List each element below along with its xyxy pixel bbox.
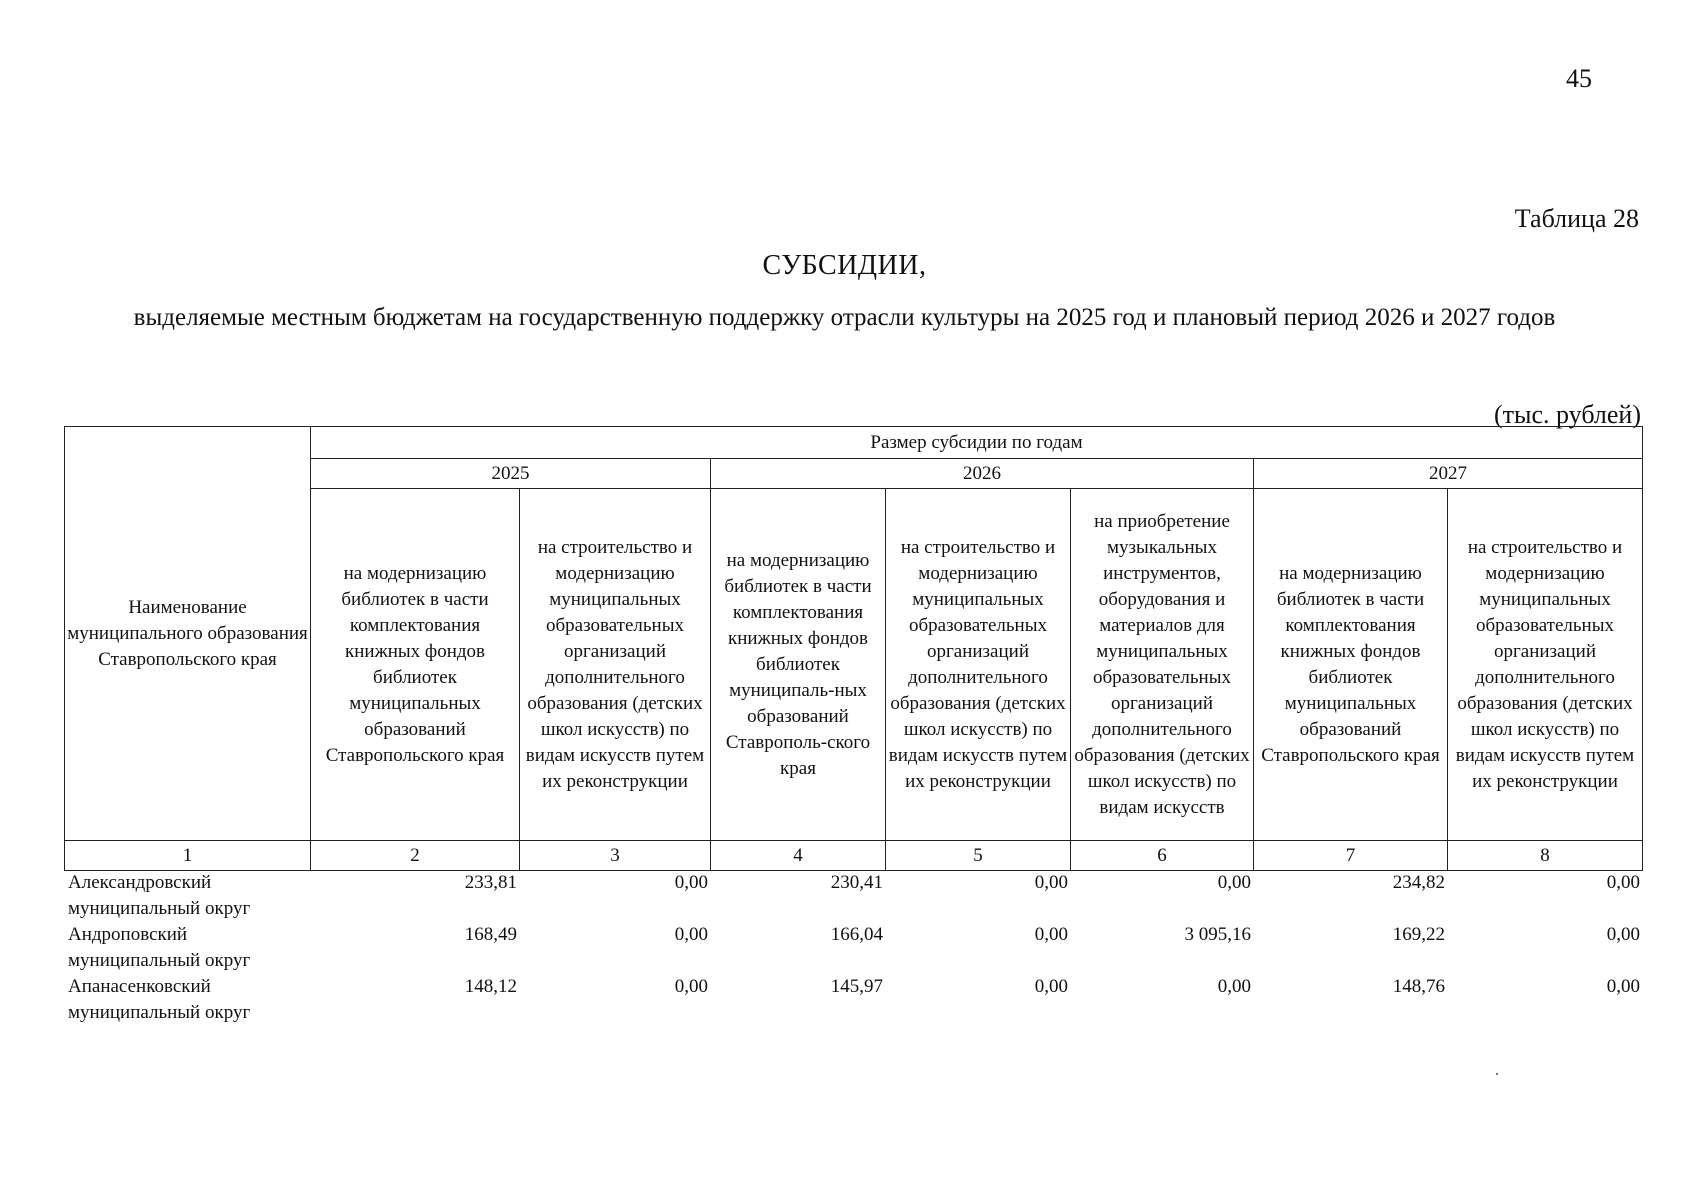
column-number: 3 bbox=[520, 841, 711, 871]
header-column-description: на модернизацию библиотек в части комплектования книжных фондов библиотек муниципаль-ных образований Ставрополь-ского края bbox=[711, 489, 886, 841]
column-number: 4 bbox=[711, 841, 886, 871]
table-cell: 0,00 bbox=[1217, 872, 1251, 893]
table-row bbox=[64, 870, 1642, 922]
table-cell: 148,12 bbox=[464, 976, 517, 997]
table-cell: 148,76 bbox=[1392, 976, 1445, 997]
header-column-description: на строительство и модернизацию муниципальных образовательных организаций дополнительного образования (детских школ искусств) по видам искусств путем их реконструкции bbox=[886, 489, 1071, 841]
subsidies-header-table bbox=[64, 426, 1643, 871]
document-subtitle: выделяемые местным бюджетам на государственную поддержку отрасли культуры на 2025 год и плановый период 2026 и 2027 годов bbox=[133, 304, 1556, 331]
header-column-description: на строительство и модернизацию муниципальных образовательных организаций дополнительного образования (детских школ искусств) по видам искусств путем их реконструкции bbox=[520, 489, 711, 841]
scan-speck bbox=[1496, 1073, 1498, 1075]
table-cell: 0,00 bbox=[674, 872, 708, 893]
header-column-description: на строительство и модернизацию муниципальных образовательных организаций дополнительного образования (детских школ искусств) по видам искусств путем их реконструкции bbox=[1448, 489, 1643, 841]
column-number: 8 bbox=[1448, 841, 1643, 871]
table-cell: 233,81 bbox=[464, 872, 517, 893]
table-cell: 166,04 bbox=[830, 924, 883, 945]
subsidies-data-table bbox=[64, 870, 1642, 1026]
table-cell: 0,00 bbox=[1606, 872, 1640, 893]
column-number: 1 bbox=[65, 841, 311, 871]
column-number: 5 bbox=[886, 841, 1071, 871]
header-municipality-name: Наименование муниципального образования Ставропольского края bbox=[65, 427, 311, 841]
header-column-description: на модернизацию библиотек в части комплектования книжных фондов библиотек муниципальных образований Ставропольского края bbox=[311, 489, 520, 841]
units-label: (тыс. рублей) bbox=[1493, 400, 1641, 429]
header-year-2026: 2026 bbox=[711, 459, 1254, 489]
page-number: 45 bbox=[1566, 64, 1592, 93]
municipality-name: Апанасенковский муниципальный округ bbox=[68, 976, 251, 1023]
municipality-name: Александровский муниципальный округ bbox=[68, 872, 251, 919]
table-cell: 169,22 bbox=[1392, 924, 1445, 945]
table-cell: 0,00 bbox=[674, 976, 708, 997]
table-row bbox=[64, 974, 1642, 1026]
table-cell: 0,00 bbox=[674, 924, 708, 945]
header-column-description: на модернизацию библиотек в части комплектования книжных фондов библиотек муниципальных образований Ставропольского края bbox=[1254, 489, 1448, 841]
table-cell: 0,00 bbox=[1034, 924, 1068, 945]
municipality-name: Андроповский муниципальный округ bbox=[68, 924, 251, 971]
table-label: Таблица 28 bbox=[1514, 204, 1639, 233]
table-cell: 168,49 bbox=[464, 924, 517, 945]
table-cell: 0,00 bbox=[1606, 924, 1640, 945]
header-column-description: на приобретение музыкальных инструментов, оборудования и материалов для муниципальных образовательных организаций дополнительного образования (детских школ искусств) по видам искусств bbox=[1071, 489, 1254, 841]
column-number: 6 bbox=[1071, 841, 1254, 871]
header-size-by-years: Размер субсидии по годам bbox=[311, 427, 1643, 459]
document-title: СУБСИДИИ, bbox=[762, 250, 927, 281]
table-row bbox=[64, 922, 1642, 974]
table-cell: 0,00 bbox=[1606, 976, 1640, 997]
header-year-2027: 2027 bbox=[1254, 459, 1643, 489]
table-cell: 0,00 bbox=[1034, 872, 1068, 893]
column-number: 2 bbox=[311, 841, 520, 871]
table-cell: 234,82 bbox=[1392, 872, 1445, 893]
table-cell: 145,97 bbox=[830, 976, 883, 997]
header-year-2025: 2025 bbox=[311, 459, 711, 489]
table-cell: 0,00 bbox=[1217, 976, 1251, 997]
column-number: 7 bbox=[1254, 841, 1448, 871]
table-cell: 3 095,16 bbox=[1184, 924, 1251, 945]
table-cell: 0,00 bbox=[1034, 976, 1068, 997]
table-cell: 230,41 bbox=[830, 872, 883, 893]
